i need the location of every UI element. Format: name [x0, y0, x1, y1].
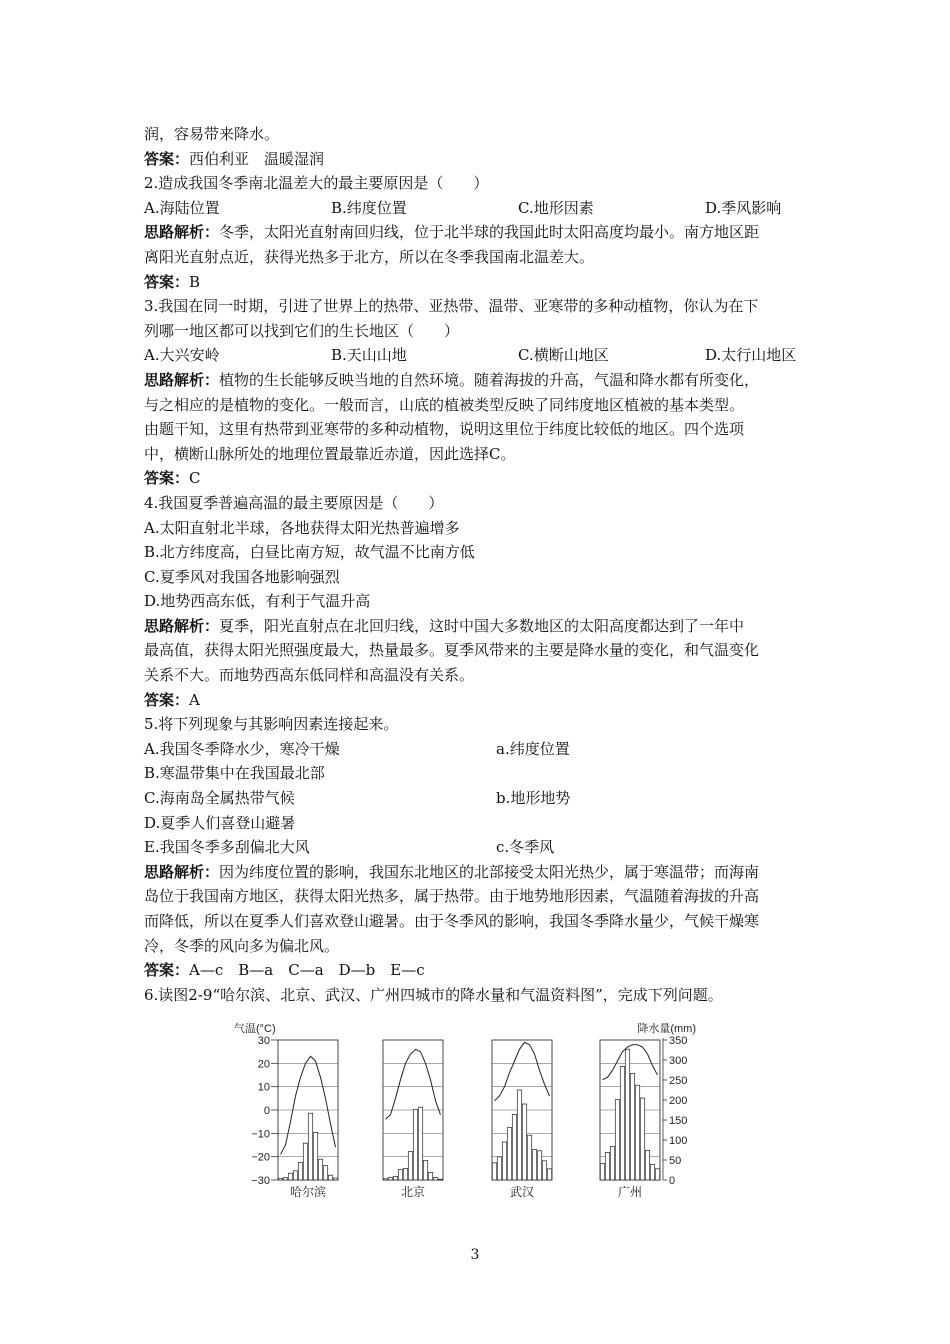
page-number: 3	[470, 1247, 480, 1263]
option-b: B.纬度位置	[331, 198, 407, 217]
answer-line	[144, 147, 812, 172]
precipitation-bar	[288, 1173, 292, 1180]
precipitation-bar	[645, 1150, 649, 1180]
explanation-line: 关系不大。而地势西高东低同样和高温没有关系。	[144, 666, 475, 685]
explanation-text: 植物的生长能够反映当地的自然环境。随着海拔的升高，气温和降水都有所变化，	[219, 370, 760, 389]
precipitation-bar	[413, 1110, 417, 1180]
explanation-line: 最高值，获得太阳光照强度最大，热量最多。夏季风带来的主要是降水量的变化，和气温变化	[144, 641, 760, 660]
right-tick-label: 200	[669, 1095, 688, 1107]
option-c: C.横断山地区	[518, 346, 609, 365]
precipitation-bar	[547, 1169, 551, 1180]
explanation-text: 夏季，阳光直射点在北回归线，这时中国大多数地区的太阳高度都达到了一年中	[219, 616, 745, 635]
explanation-line: 与之相应的是植物的变化。一般而言，山底的植被类型反映了同纬度地区植被的基本类型。	[144, 395, 745, 414]
match-row	[144, 737, 812, 762]
explanation-line: 而降低，所以在夏季人们喜欢登山避暑。由于冬季风的影响，我国冬季降水量少，气候干燥寒	[144, 912, 760, 930]
option-d: D.太行山地区	[705, 346, 797, 365]
precipitation-bar	[333, 1178, 337, 1180]
question-3-cont: 列哪一地区都可以找到它们的生长地区（ ）	[144, 321, 460, 340]
match-right: c.冬季风	[496, 838, 555, 857]
question-4: 4.我国夏季普遍高温的最主要原因是（ ）	[144, 493, 444, 512]
answer-label: 答案：	[144, 272, 190, 291]
precipitation-bar	[293, 1171, 297, 1180]
precipitation-bar	[600, 1164, 604, 1180]
option-d: D.地势西高东低，有利于气温升高	[144, 592, 371, 611]
precipitation-bar	[423, 1160, 427, 1180]
precipitation-bar	[625, 1049, 629, 1180]
right-tick-label: 250	[669, 1075, 688, 1087]
precipitation-bar	[408, 1152, 412, 1180]
precipitation-bar	[492, 1163, 496, 1180]
city-label: 北京	[400, 1185, 426, 1199]
precipitation-bar	[328, 1175, 332, 1180]
question-2: 2.造成我国冬季南北温差大的最主要原因是（ ）	[144, 174, 489, 193]
explanation-line	[144, 220, 812, 245]
precipitation-bar	[418, 1107, 422, 1180]
climate-chart-figure	[230, 1018, 700, 1203]
question-6: 6.读图2-9“哈尔滨、北京、武汉、广州四城市的降水量和气温资料图”，完成下列问题。	[144, 985, 723, 1004]
precipitation-bar	[532, 1150, 536, 1180]
question-3-options	[144, 343, 812, 368]
match-left: A.我国冬季降水少，寒冷干燥	[144, 739, 340, 758]
precipitation-bar	[650, 1164, 654, 1180]
precipitation-bar	[527, 1135, 531, 1180]
match-row	[144, 811, 812, 836]
explanation-line: 中，横断山脉所处的地理位置最靠近赤道，因此选择C。	[144, 444, 516, 463]
option-a: A.太阳直射北半球，各地获得太阳光热普遍增多	[144, 518, 460, 537]
match-row	[144, 786, 812, 811]
precipitation-bar	[542, 1161, 546, 1180]
precipitation-bar	[635, 1085, 639, 1180]
precipitation-bar	[313, 1132, 317, 1180]
precipitation-bar	[620, 1066, 624, 1180]
answer-text: C	[189, 469, 201, 488]
right-tick-label: 350	[669, 1035, 688, 1047]
explanation-line: 由题干知，这里有热带到亚寒带的多种动植物，说明这里位于纬度比较低的地区。四个选项	[144, 420, 745, 439]
answer-line	[144, 270, 812, 295]
climate-chart	[230, 1018, 700, 1203]
city-label: 广州	[617, 1185, 643, 1199]
match-left: B.寒温带集中在我国最北部	[144, 764, 325, 783]
precipitation-bar	[428, 1172, 432, 1180]
left-tick-label: 20	[257, 1058, 270, 1071]
match-row	[144, 835, 812, 860]
precipitation-bar	[303, 1143, 307, 1180]
left-tick-label: −20	[251, 1151, 270, 1164]
right-tick-label: 50	[669, 1155, 682, 1167]
right-tick-label: 0	[669, 1175, 676, 1187]
answer-line	[144, 466, 812, 491]
answer-label: 答案：	[144, 469, 190, 488]
precipitation-bar	[655, 1169, 659, 1180]
precipitation-bar	[512, 1114, 516, 1180]
match-row	[144, 761, 812, 786]
precipitation-bar	[507, 1128, 511, 1180]
precipitation-bar	[610, 1146, 614, 1180]
option-b: B.天山山地	[331, 346, 407, 365]
answer-line	[144, 688, 812, 713]
precipitation-bar	[433, 1178, 437, 1180]
precipitation-bar	[517, 1090, 521, 1180]
answer-text: A—c B—a C—a D—b E—c	[189, 961, 425, 980]
explanation-line	[144, 614, 812, 639]
match-left: C.海南岛全属热带气候	[144, 789, 295, 808]
city-label: 武汉	[509, 1185, 535, 1199]
match-right: a.纬度位置	[496, 739, 570, 758]
precipitation-bar	[502, 1142, 506, 1180]
explanation-line: 离阳光直射点近，获得光热多于北方，所以在冬季我国南北温差大。	[144, 247, 595, 266]
explanation-label: 思路解析：	[144, 862, 220, 881]
explanation-text: 因为纬度位置的影响，我国东北地区的北部接受太阳光热少，属于寒温带；而海南	[219, 862, 760, 881]
right-tick-label: 150	[669, 1115, 688, 1127]
answer-text: B	[189, 272, 201, 291]
precipitation-bar	[393, 1176, 397, 1180]
right-axis-label: 降水量(mm)	[637, 1023, 696, 1035]
answer-line	[144, 958, 812, 983]
option-a: A.海陆位置	[144, 198, 220, 217]
match-right: b.地形地势	[496, 789, 571, 808]
explanation-label: 思路解析：	[144, 223, 220, 242]
answer-label: 答案：	[144, 961, 190, 980]
explanation-line: 岛位于我国南方地区，获得太阳光热多，属于热带。由于地势地形因素，气温随着海拔的升高	[144, 887, 760, 906]
precipitation-bar	[318, 1159, 322, 1180]
document-body	[144, 122, 812, 1007]
answer-label: 答案：	[144, 149, 190, 168]
precipitation-bar	[497, 1157, 501, 1180]
precipitation-bar	[383, 1179, 387, 1180]
option-d: D.季风影响	[705, 198, 782, 217]
right-tick-label: 300	[669, 1055, 688, 1067]
precipitation-bar	[308, 1113, 312, 1180]
explanation-line	[144, 368, 812, 393]
answer-text: A	[189, 690, 200, 709]
explanation-label: 思路解析：	[144, 370, 220, 389]
precipitation-bar	[615, 1100, 619, 1180]
precipitation-bar	[323, 1166, 327, 1180]
precipitation-bar	[522, 1104, 526, 1180]
option-c: C.夏季风对我国各地影响强烈	[144, 567, 340, 586]
left-tick-label: −30	[251, 1175, 270, 1187]
precipitation-bar	[278, 1178, 282, 1180]
left-axis-label: 气温(°C)	[234, 1023, 276, 1035]
precipitation-bar	[537, 1151, 541, 1180]
explanation-text: 冬季，太阳光直射南回归线，位于北半球的我国此时太阳高度均最小。南方地区距	[219, 223, 760, 242]
left-tick-label: 30	[257, 1035, 270, 1047]
precipitation-bar	[398, 1170, 402, 1180]
left-tick-label: −10	[251, 1128, 270, 1141]
answer-label: 答案：	[144, 690, 190, 709]
left-tick-label: 10	[257, 1081, 270, 1094]
match-left: E.我国冬季多刮偏北大风	[144, 838, 310, 857]
right-tick-label: 100	[669, 1135, 688, 1147]
option-b: B.北方纬度高，白昼比南方短，故气温不比南方低	[144, 543, 475, 562]
explanation-line: 冷，冬季的风向多为偏北风。	[144, 936, 340, 955]
explanation-line	[144, 860, 812, 885]
precipitation-bar	[605, 1152, 609, 1180]
text-line: 润，容易带来降水。	[144, 125, 280, 143]
precipitation-bar	[630, 1074, 634, 1180]
temperature-line	[386, 1049, 441, 1119]
precipitation-bar	[283, 1178, 287, 1180]
city-label: 哈尔滨	[289, 1185, 327, 1199]
question-2-options	[144, 196, 812, 221]
precipitation-bar	[640, 1098, 644, 1180]
precipitation-bar	[298, 1162, 302, 1180]
question-3: 3.我国在同一时期，引进了世界上的热带、亚热带、温带、亚寒带的多种动植物，你认为在下	[144, 297, 759, 316]
precipitation-bar	[388, 1178, 392, 1180]
precipitation-bar	[403, 1168, 407, 1180]
precipitation-bar	[438, 1179, 442, 1180]
left-tick-label: 0	[263, 1105, 270, 1117]
answer-text: 西伯利亚 温暖湿润	[189, 149, 325, 168]
question-5: 5.将下列现象与其影响因素连接起来。	[144, 715, 399, 734]
match-left: D.夏季人们喜登山避暑	[144, 813, 296, 832]
option-c: C.地形因素	[518, 198, 594, 217]
option-a: A.大兴安岭	[144, 346, 220, 365]
explanation-label: 思路解析：	[144, 616, 220, 635]
